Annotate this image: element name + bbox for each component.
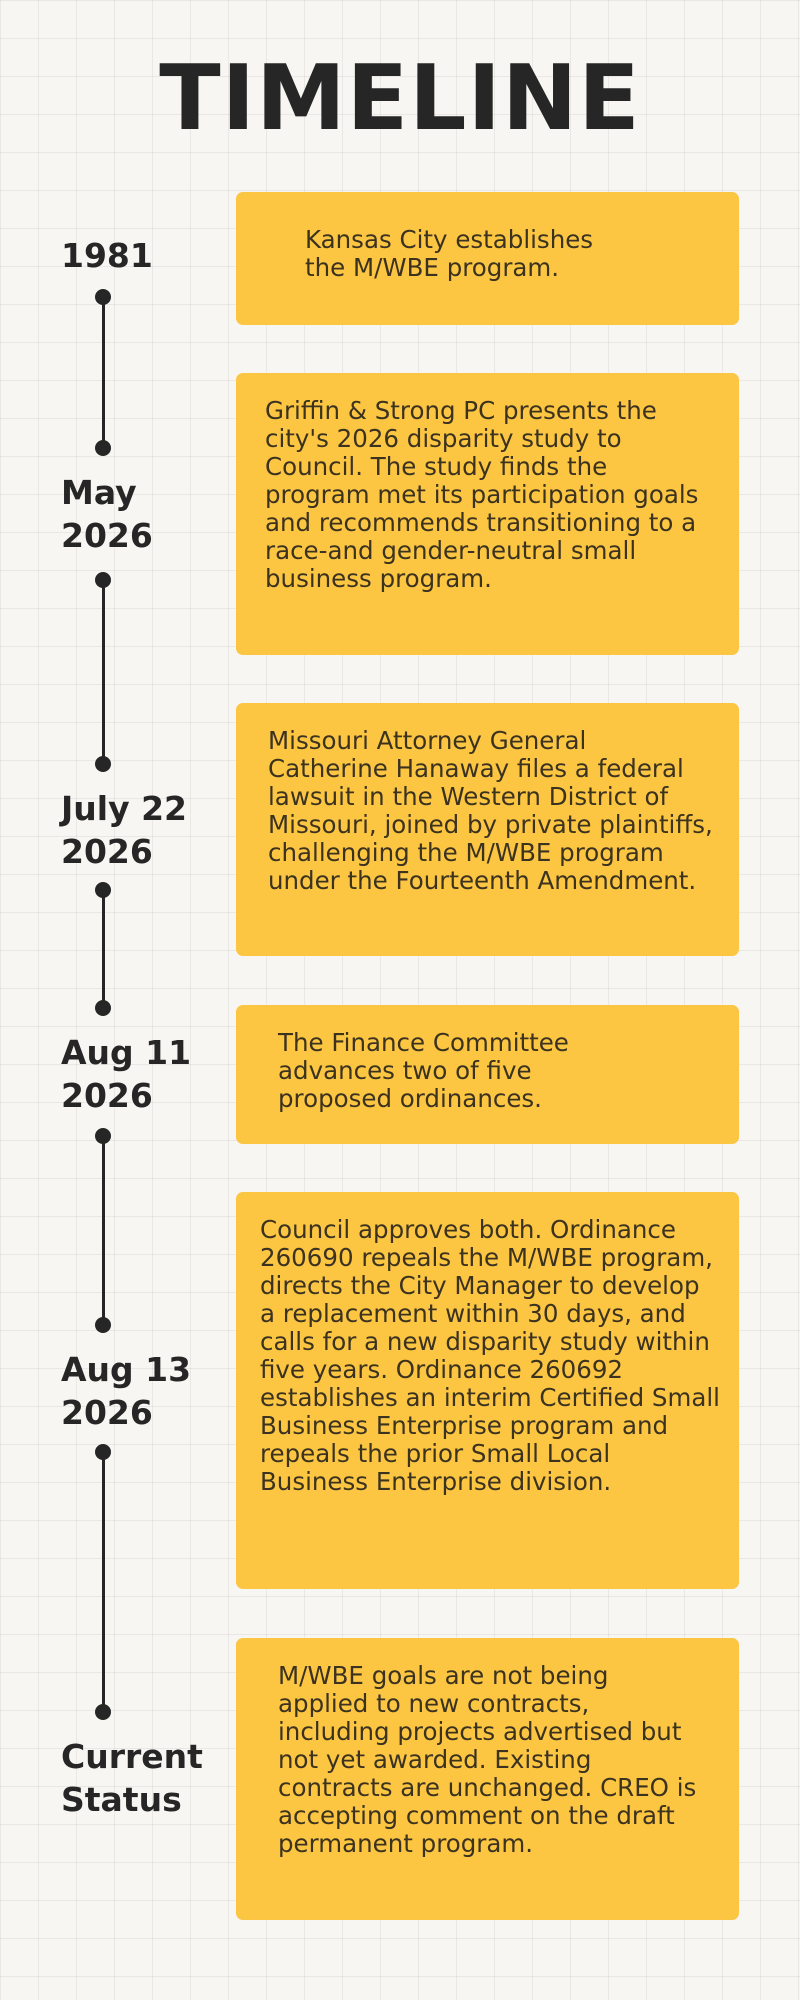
timeline-connector bbox=[95, 572, 111, 772]
timeline-dot bbox=[95, 756, 111, 772]
timeline-dot bbox=[95, 1704, 111, 1720]
timeline-dot bbox=[95, 1000, 111, 1016]
timeline-date-aug-11-2026: Aug 11 2026 bbox=[61, 1033, 192, 1115]
timeline-card-aug-11-2026: The Finance Committee advances two of five proposed ordinances. bbox=[236, 1005, 739, 1144]
timeline-date-current-status: Current Status bbox=[61, 1737, 203, 1819]
timeline-card-current-status: M/WBE goals are not being applied to new contracts, including projects advertised but not yet awarded. Existing contracts are unchanged. CREO is accepting comment on the draft permanent program. bbox=[236, 1638, 739, 1920]
timeline-date-may-2026: May 2026 bbox=[61, 473, 153, 555]
timeline-card-july-22-2026: Missouri Attorney General Catherine Hanaway files a federal lawsuit in the Western District of Missouri, joined by private plaintiffs, challenging the M/WBE program under the Fourteenth Amendment. bbox=[236, 703, 739, 956]
timeline-dot bbox=[95, 572, 111, 588]
timeline-dot bbox=[95, 289, 111, 305]
timeline-card-may-2026: Griffin & Strong PC presents the city's 2026 disparity study to Council. The study finds the program met its participation goals and recommends transitioning to a race-and gender-neutral small business program. bbox=[236, 373, 739, 655]
timeline-line bbox=[102, 889, 105, 1009]
timeline-dot bbox=[95, 1317, 111, 1333]
timeline-dot bbox=[95, 1444, 111, 1460]
timeline-date-1981: 1981 bbox=[61, 236, 153, 275]
timeline-connector bbox=[95, 1128, 111, 1333]
timeline-connector bbox=[95, 1444, 111, 1720]
timeline-dot bbox=[95, 440, 111, 456]
timeline-connector bbox=[95, 289, 111, 456]
timeline-card-aug-13-2026: Council approves both. Ordinance 260690 repeals the M/WBE program, directs the City Manager to develop a replacement within 30 days, and calls for a new disparity study within five years. Ordinance 260692 establishes an interim Certified Small Business Enterprise program and repeals the prior Small Local Business Enterprise division. bbox=[236, 1192, 739, 1589]
timeline-card-1981: Kansas City establishes the M/WBE program. bbox=[236, 192, 739, 325]
timeline-dot bbox=[95, 1128, 111, 1144]
timeline-line bbox=[102, 296, 105, 449]
timeline-line bbox=[102, 1135, 105, 1326]
page-title: TIMELINE bbox=[159, 46, 641, 151]
timeline-line bbox=[102, 1451, 105, 1713]
timeline-connector bbox=[95, 882, 111, 1016]
timeline-line bbox=[102, 579, 105, 765]
timeline-date-july-22-2026: July 22 2026 bbox=[61, 789, 188, 871]
timeline-dot bbox=[95, 882, 111, 898]
timeline-date-aug-13-2026: Aug 13 2026 bbox=[61, 1350, 192, 1432]
